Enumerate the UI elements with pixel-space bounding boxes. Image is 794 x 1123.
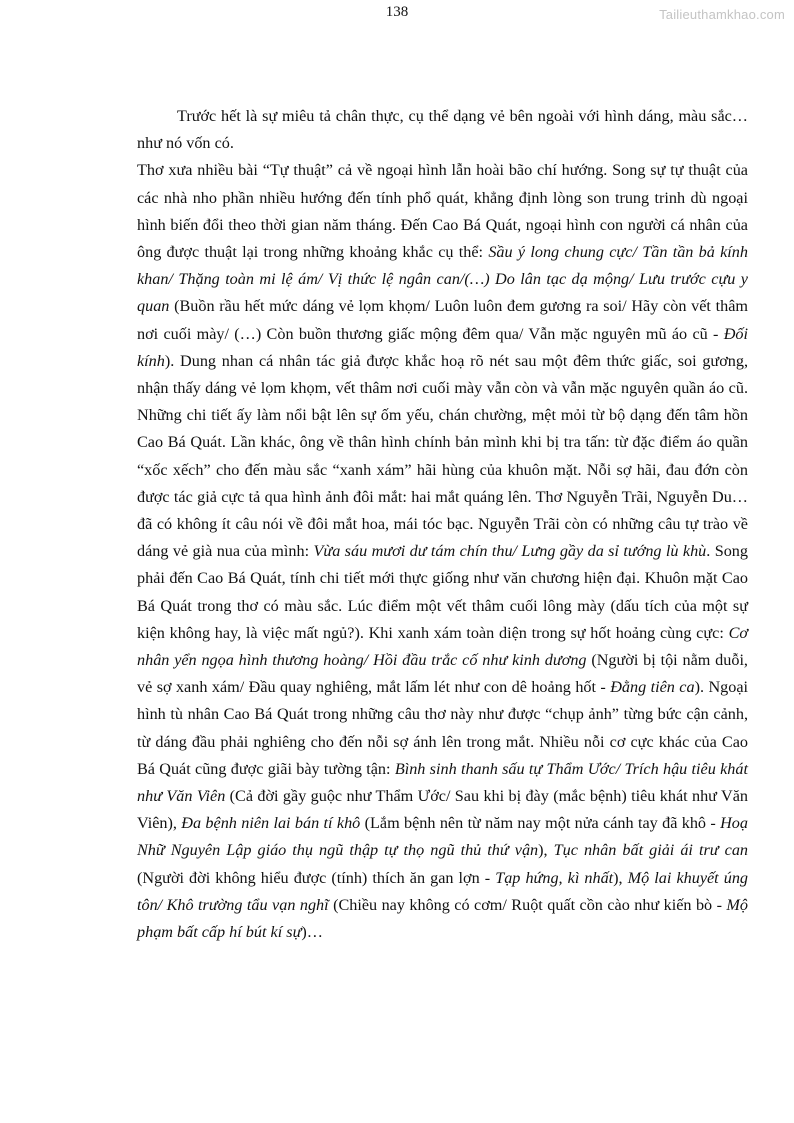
italic-quote: Hoạ Nhữ Nguyên Lập giáo thụ ngũ thập tự thọ ngũ thủ thứ vận bbox=[137, 814, 748, 860]
text-run: ). Dung nhan cá nhân tác giả được khắc hoạ rõ nét sau một đêm thức giấc, soi gương, nhận thấy dáng vẻ lọm khọm, vết thâm nơi cuối mày vẫn còn và vẫn mặc nguyên quần áo cũ. Những chi tiết ấy làm nổi bật lên sự ốm yếu, chán chường, mệt mỏi từ bộ dạng đến tâm hồn Cao Bá Quát. Lần khác, ông về thân hình chính bản mình khi bị tra tấn: từ đặc điểm áo quần “xốc xếch” cho đến màu sắc “xanh xám” hãi hùng của khuôn mặt. Nỗi sợ hãi, đau đớn còn được tác giả cực tả qua hình ảnh đôi mắt: hai mắt quáng lên. Thơ Nguyễn Trãi, Nguyễn Du… đã có không ít câu nói về đôi mắt hoa, mái tóc bạc. Nguyễn Trãi còn có những câu tự trào về dáng vẻ già nua của mình: bbox=[137, 351, 748, 561]
text-run: ), bbox=[538, 841, 554, 860]
italic-quote: Đối kính bbox=[137, 324, 748, 370]
text-run: . Song phải đến Cao Bá Quát, tính chi tiết mới thực giống như văn chương hiện đại. Khuôn mặt Cao Bá Quát trong thơ có màu sắc. Lúc điểm một vết thâm cuối lông mày (dấu tích của một sự kiện không hay, là việc mất ngủ?). Khi xanh xám toàn diện trong sự hốt hoảng cùng cực: bbox=[137, 542, 748, 642]
italic-quote: Mộ lai khuyết úng tôn/ Khô trường tẩu vạn nghĩ bbox=[137, 868, 749, 914]
text-run: (Người đời không hiểu được (tính) thích ăn gan lợn - bbox=[137, 868, 496, 887]
italic-quote: Bình sinh thanh sấu tự Thẩm Ước/ Trích hậu tiêu khát như Văn Viên bbox=[137, 759, 748, 806]
text-run: (Lắm bệnh nên từ năm nay một nửa cánh tay đã khô - bbox=[360, 814, 721, 833]
text-run: ). Ngoại hình tù nhân Cao Bá Quát trong những câu thơ này như được “chụp ảnh” từng bức cận cảnh, từ dáng đầu phải nghiêng cho đến nỗi sợ ánh lên trong mắt. Nhiều nỗi cơ cực khác của Cao Bá Quát cũng được giãi bày tường tận: bbox=[137, 678, 749, 778]
italic-quote: Tục nhân bất giải ái trư can bbox=[553, 841, 749, 860]
text-run: Thơ xưa nhiều bài “Tự thuật” cả về ngoại hình lẫn hoài bão chí hướng. Song sự tự thuật của các nhà nho phần nhiều hướng đến tính phổ quát, khẳng định lòng son trung trinh dù ngoại hình biến đổi theo thời gian năm tháng. Đến Cao Bá Quát, ngoại hình con người cá nhân của ông được thuật lại trong những khoảng khắc cụ thể: bbox=[137, 161, 748, 262]
paragraph-intro: Trước hết là sự miêu tả chân thực, cụ thể dạng vẻ bên ngoài với hình dáng, màu sắc… như nó vốn có. bbox=[137, 107, 748, 153]
watermark: Tailieuthamkhao.com bbox=[659, 7, 785, 22]
text-run: (Cả đời gầy guộc như Thẩm Ước/ Sau khi bị đày (mắc bệnh) tiêu khát như Văn Viên), bbox=[137, 787, 748, 833]
italic-quote: Vừa sáu mươi dư tám chín thu/ Lưng gầy da sỉ tướng lù khù bbox=[313, 542, 707, 561]
italic-quote: Đằng tiên ca bbox=[610, 678, 695, 697]
italic-quote: Cơ nhân yển ngọa hình thương hoàng/ Hồi đầu trắc cố như kinh dương bbox=[137, 623, 748, 670]
text-run: ), bbox=[613, 868, 628, 887]
page-number: 138 bbox=[385, 4, 409, 20]
text-run: )… bbox=[301, 923, 323, 942]
italic-quote: Sầu ý long chung cực/ Tần tần bả kính khan/ Thặng toàn mi lệ ám/ Vị thức lệ ngân can/(…) Do lân tạc dạ mộng/ Lưu trước cựu y quan bbox=[137, 243, 748, 316]
body-text bbox=[137, 103, 748, 946]
italic-quote: Mộ phạm bất cấp hí bút kí sự bbox=[137, 895, 748, 942]
paragraph-main bbox=[137, 157, 748, 946]
italic-quote: Đa bệnh niên lai bán tí khô bbox=[181, 814, 361, 833]
italic-quote: Tạp hứng, kì nhất bbox=[495, 868, 614, 887]
text-run: (Buồn rầu hết mức dáng vẻ lọm khọm/ Luôn luôn đem gương ra soi/ Hãy còn vết thâm nơi cuối mày/ (…) Còn buồn thương giấc mộng đêm qua/ Vẫn mặc nguyên mũ áo cũ - bbox=[137, 297, 748, 343]
text-run: (Người bị tội nằm duỗi, vẻ sợ xanh xám/ Đầu quay nghiêng, mắt lấm lét như con dê hoảng hốt - bbox=[137, 651, 748, 697]
text-run: (Chiều nay không có cơm/ Ruột quất cồn cào như kiến bò - bbox=[328, 895, 727, 914]
